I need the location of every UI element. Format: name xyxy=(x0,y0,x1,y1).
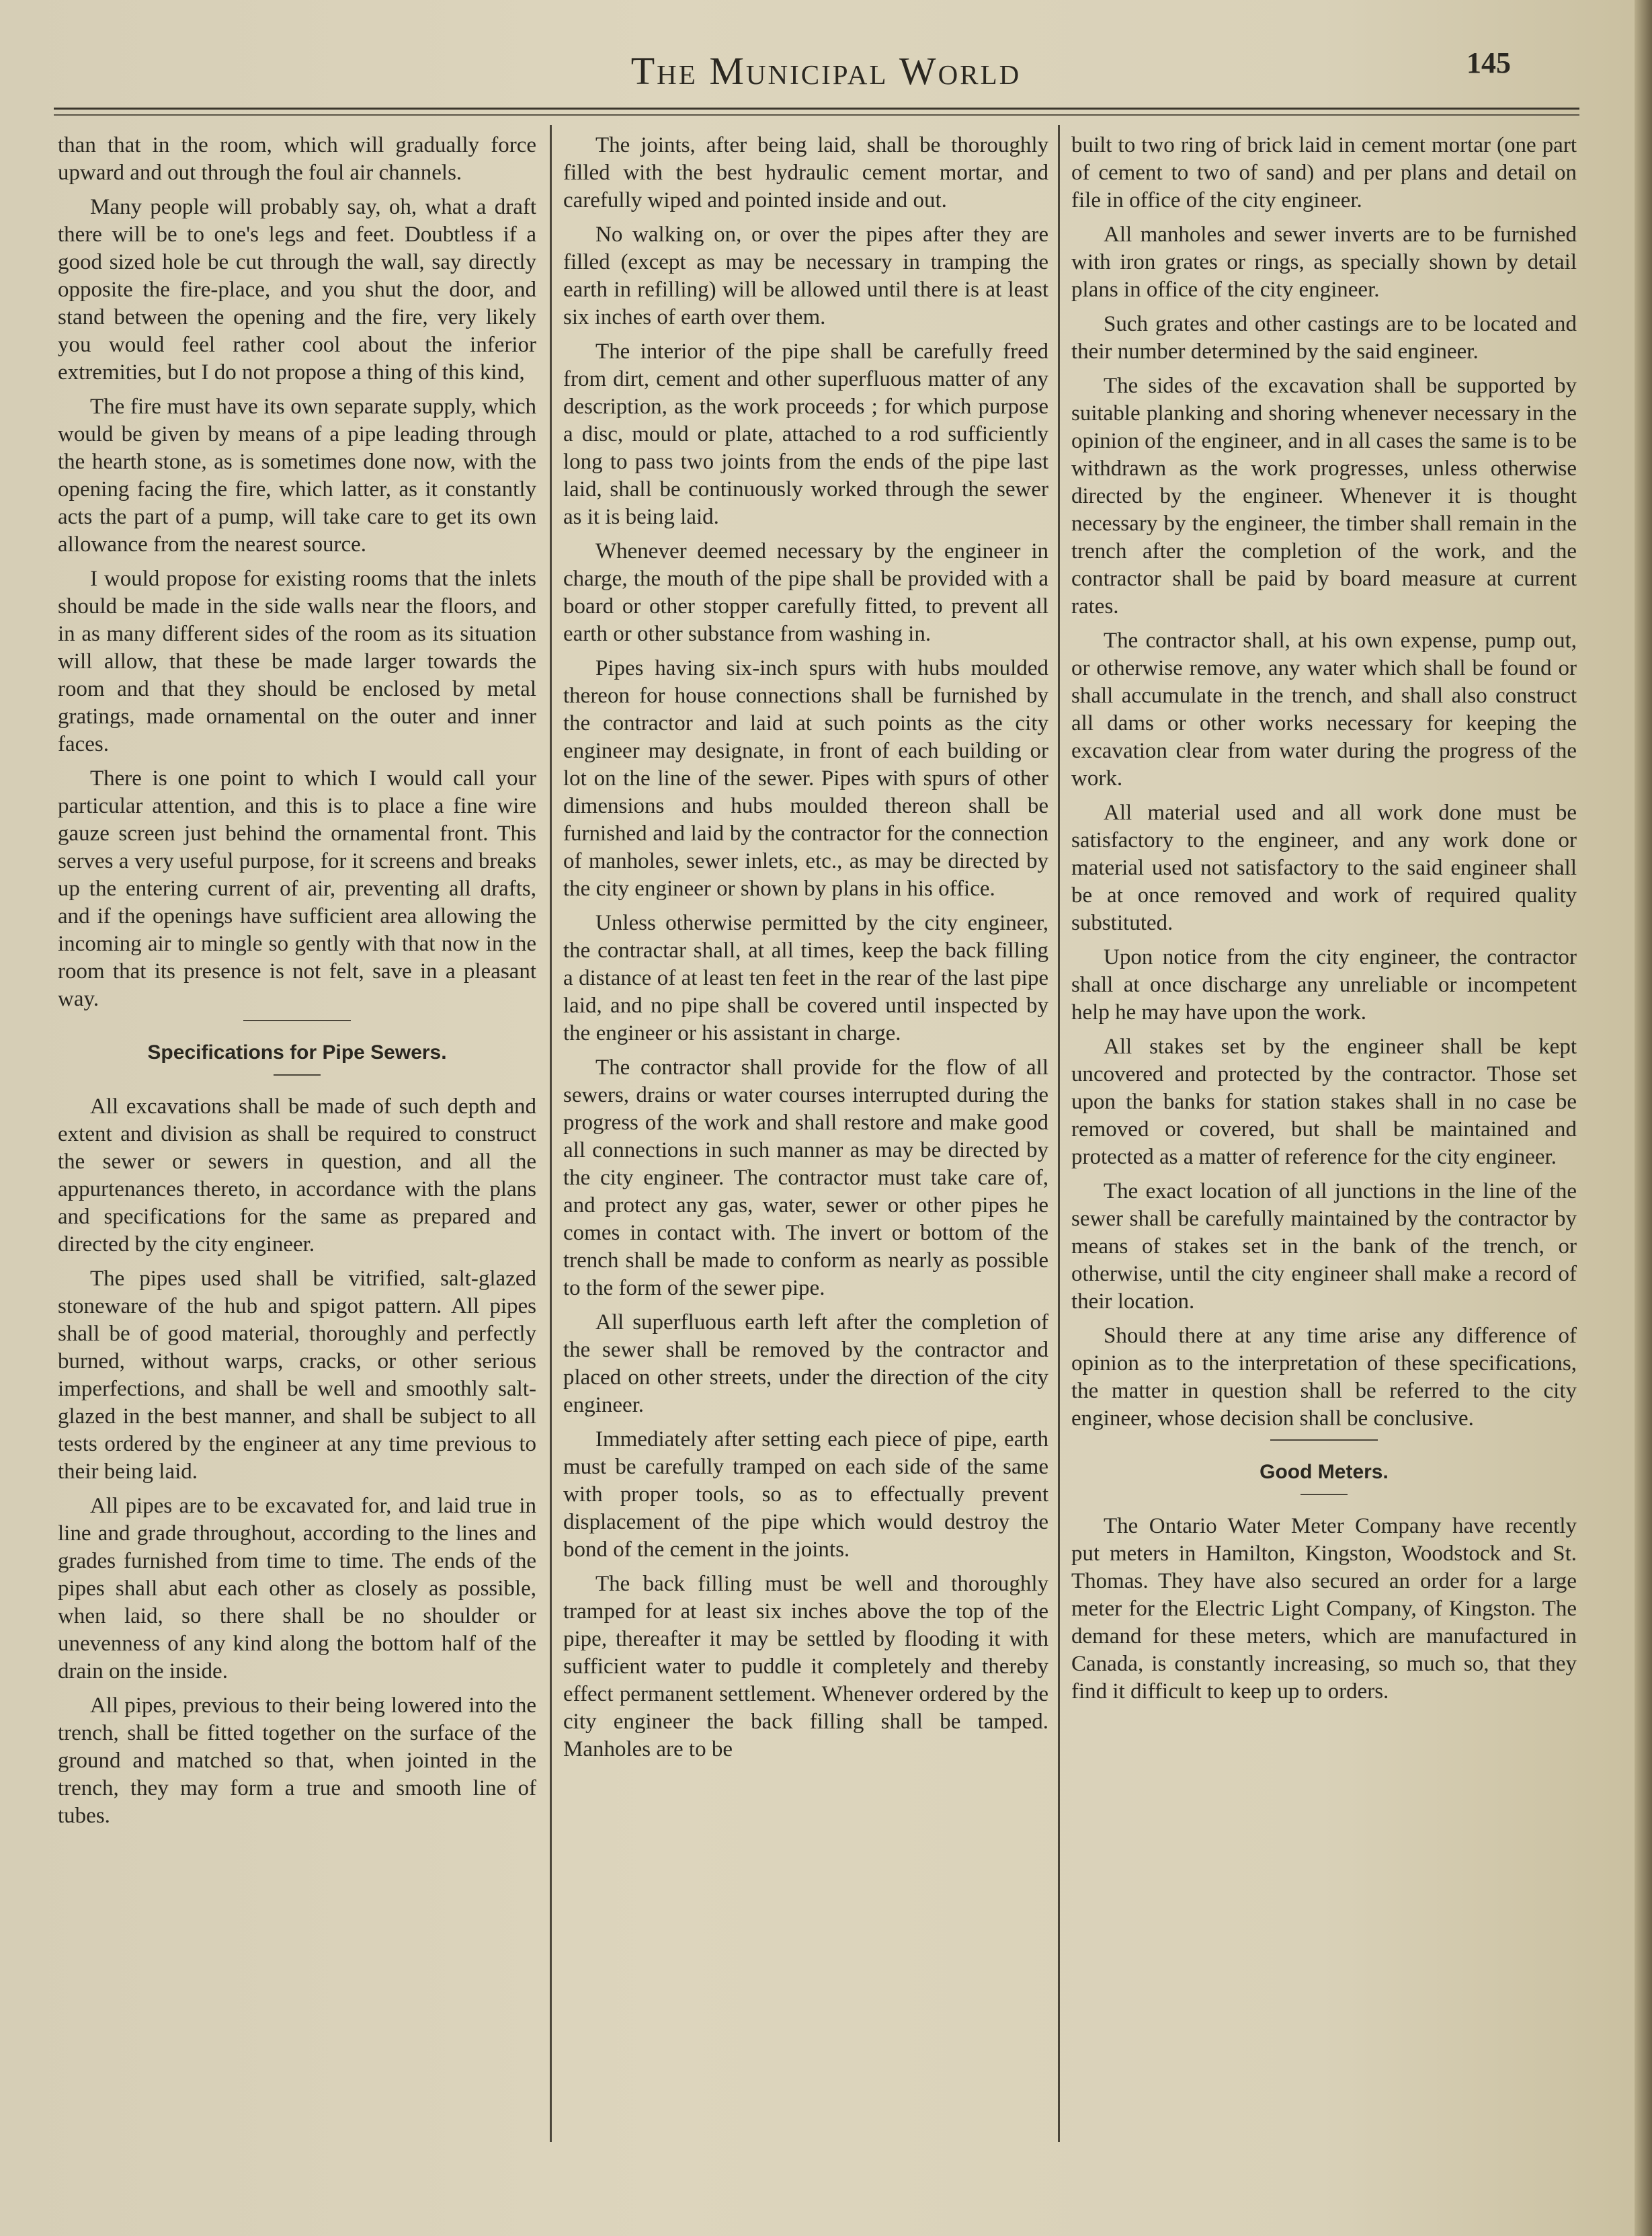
paragraph: Unless otherwise permitted by the city engineer, the contractar shall, at all times, keep the back filling a distance of at least ten feet in the rear of the last pipe laid, and no pipe shall be covered until inspected by the engineer or his assistant in charge. xyxy=(563,911,1048,1045)
page-spine-shadow xyxy=(1635,0,1652,2236)
paragraph: All stakes set by the engineer shall be kept uncovered and protected by the contractor. Those set upon the banks for station stakes shall in no case be removed or covered, but shall be maintained and protected as a matter of reference for the city engineer. xyxy=(1071,1035,1577,1169)
column-1 xyxy=(58,132,536,1837)
page-number: 145 xyxy=(1467,46,1511,79)
paragraph: built to two ring of brick laid in cement mortar (one part of cement to two of sand) and per plans and detail on file in office of the city engineer. xyxy=(1071,133,1577,212)
paragraph: The back filling must be well and thoroughly tramped for at least six inches above the top of the pipe, thereafter it may be settled by flooding it with sufficient water to puddle it completely and thereby effect permanent settlement. Whenever ordered by the city engineer the back filling shall be tamped. Manholes are to be xyxy=(563,1572,1048,1761)
paragraph: The joints, after being laid, shall be thoroughly filled with the best hydraulic cement mortar, and carefully wiped and pointed inside and out. xyxy=(563,133,1048,212)
column-divider-1 xyxy=(550,125,552,2142)
paragraph: There is one point to which I would call your particular attention, and this is to place a fine wire gauze screen just behind the ornamental front. This serves a very useful purpose, for it screens and breaks up the entering current of air, preventing all drafts, and if the openings have sufficient area allowing the incoming air to mingle so gently with that now in the room that its presence is not felt, save in a pleasant way. xyxy=(58,766,536,1011)
paragraph: All superfluous earth left after the completion of the sewer shall be removed by the contractor and placed on other streets, under the direction of the city engineer. xyxy=(563,1310,1048,1417)
paragraph: Whenever deemed necessary by the engineer in charge, the mouth of the pipe shall be provided with a board or other stopper carefully fitted, to prevent all earth or other substance from washing in. xyxy=(563,539,1048,646)
paragraph: Should there at any time arise any difference of opinion as to the interpretation of these specifications, the matter in question shall be referred to the city engineer, whose decision shall be conclusive. xyxy=(1071,1324,1577,1431)
section-rule xyxy=(1270,1439,1378,1441)
paragraph: All material used and all work done must be satisfactory to the engineer, and any work done or material used not satisfactory to the said engineer shall be at once removed and work of required quality substituted. xyxy=(1071,801,1577,935)
paragraph: The pipes used shall be vitrified, salt-glazed stoneware of the hub and spigot pattern. All pipes shall be of good material, thoroughly and perfectly burned, without warps, cracks, or other serious imperfections, and shall be well and smoothly salt-glazed in the best manner, and shall be subject to all tests ordered by the engineer at any time previous to their being laid. xyxy=(58,1267,536,1484)
header-rule xyxy=(54,108,1579,110)
column-2 xyxy=(563,132,1048,1770)
paragraph: The exact location of all junctions in the line of the sewer shall be carefully maintained by the contractor by means of stakes set in the bank of the trench, or otherwise, until the city engineer shall make a record of their location. xyxy=(1071,1179,1577,1314)
paragraph: Pipes having six-inch spurs with hubs moulded thereon for house connections shall be furnished by the contractor and laid at such points as the city engineer may designate, in front of each building or lot on the line of the sewer. Pipes with spurs of other dimensions and hubs moulded thereon shall be furnished and laid by the contractor for the connection of manholes, sewer inlets, etc., as may be directed by the city engineer or shown by plans in his office. xyxy=(563,656,1048,901)
paragraph: The fire must have its own separate supply, which would be given by means of a pipe leading through the hearth stone, as is sometimes done now, with the opening facing the fire, which latter, as it constantly acts the part of a pump, will take care to get its own allowance from the nearest source. xyxy=(58,395,536,557)
paragraph: Immediately after setting each piece of pipe, earth must be carefully tramped on each side of the same with proper tools, so as to effectually prevent displacement of the pipe which would destroy the bond of the cement in the joints. xyxy=(563,1427,1048,1562)
paragraph: No walking on, or over the pipes after they are filled (except as may be necessary in tramping the earth in refilling) will be allowed until there is at least six inches of earth over them. xyxy=(563,223,1048,329)
section-rule xyxy=(274,1074,321,1076)
paragraph: Many people will probably say, oh, what a draft there will be to one's legs and feet. Doubtless if a good sized hole be cut through the wall, say directly opposite the fire-place, and you shut the door, and stand between the opening and the fire, very likely you would feel rather cool about the inferior extremities, but I do not propose a thing of this kind, xyxy=(58,195,536,385)
paragraph: The contractor shall, at his own expense, pump out, or otherwise remove, any water which shall be found or shall accumulate in the trench, and shall also construct all dams or other works necessary for keeping the excavation clear from water during the progress of the work. xyxy=(1071,629,1577,791)
paragraph: Upon notice from the city engineer, the contractor shall at once discharge any unreliable or incompetent help he may have upon the work. xyxy=(1071,945,1577,1025)
paragraph: The interior of the pipe shall be carefully freed from dirt, cement and other superfluous matter of any description, as the work proceeds ; for which purpose a disc, mould or plate, attached to a rod sufficiently long to pass two joints from the ends of the pipe last laid, shall be continuously worked through the sewer as it is being laid. xyxy=(563,340,1048,529)
page-title: The Municipal World xyxy=(630,49,1022,93)
section-heading-pipe-sewers: Specifications for Pipe Sewers. xyxy=(147,1041,447,1064)
paragraph: All pipes, previous to their being lowered into the trench, shall be fitted together on the surface of the ground and matched so that, when jointed in the trench, they may form a true and smooth line of tubes. xyxy=(58,1693,536,1828)
paragraph: than that in the room, which will gradually force upward and out through the foul air channels. xyxy=(58,133,536,185)
column-divider-2 xyxy=(1058,125,1060,2142)
paragraph: The sides of the excavation shall be supported by suitable planking and shoring whenever necessary in the opinion of the engineer, and in all cases the same is to be withdrawn as the work progresses, unless otherwise directed by the engineer. Whenever it is thought necessary by the engineer, the timber shall remain in the trench after the completion of the work, and the contractor shall be paid by board measure at current rates. xyxy=(1071,374,1577,618)
paragraph: All excavations shall be made of such depth and extent and division as shall be required to construct the sewer or sewers in question, and all the appurtenances thereto, in accordance with the plans and specifications for the same as prepared and directed by the city engineer. xyxy=(58,1094,536,1256)
header-rule-secondary xyxy=(54,114,1579,116)
paragraph: I would propose for existing rooms that the inlets should be made in the side walls near the floors, and in as many different sides of the room as its situation will allow, that these be made larger towards the room and that they should be enclosed by metal gratings, made ornamental on the outer and inner faces. xyxy=(58,567,536,756)
paragraph: All manholes and sewer inverts are to be furnished with iron grates or rings, as specially shown by detail plans in office of the city engineer. xyxy=(1071,223,1577,302)
section-heading-good-meters: Good Meters. xyxy=(1259,1461,1389,1483)
paragraph: The contractor shall provide for the flow of all sewers, drains or water courses interrupted during the progress of the work and shall restore and make good all connections in such manner as may be directed by the city engineer. The contractor must take care of, and protect any gas, water, sewer or other pipes he comes in contact with. The invert or bottom of the trench shall be made to conform as nearly as possible to the form of the sewer pipe. xyxy=(563,1055,1048,1300)
paragraph: Such grates and other castings are to be located and their number determined by the said engineer. xyxy=(1071,312,1577,364)
column-3 xyxy=(1071,132,1577,1712)
paragraph: All pipes are to be excavated for, and laid true in line and grade throughout, according to the lines and grades furnished from time to time. The ends of the pipes shall abut each other as closely as possible, when laid, so there shall be no shoulder or unevenness of any kind along the bottom half of the drain on the inside. xyxy=(58,1494,536,1683)
section-rule xyxy=(1300,1494,1348,1495)
paragraph: The Ontario Water Meter Company have recently put meters in Hamilton, Kingston, Woodstock and St. Thomas. They have also secured an order for a large meter for the Electric Light Company, of Kingston. The demand for these meters, which are manufactured in Canada, is constantly increasing, so much so, that they find it difficult to keep up to orders. xyxy=(1071,1514,1577,1704)
section-rule xyxy=(243,1020,351,1021)
